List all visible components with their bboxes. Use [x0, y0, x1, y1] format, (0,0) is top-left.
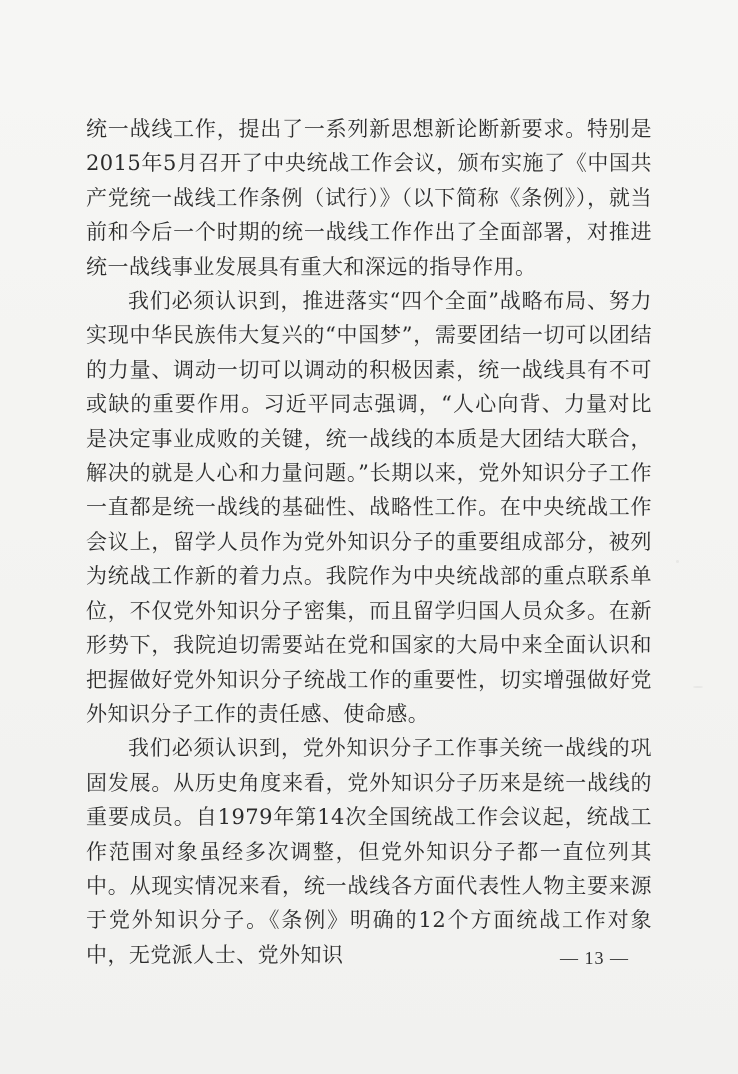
scan-mark: [693, 686, 703, 688]
paragraph-continued: 统一战线工作，提出了一系列新思想新论断新要求。特别是2015年5月召开了中央统战工作会议，颁布实施了《中国共产党统一战线工作条例（试行）》（以下简称《条例》），就当前和今后一个时期的统一战线工作作出了全面部署，对推进统一战线事业发展具有重大和深远的指导作用。: [86, 117, 652, 279]
paragraph: 我们必须认识到，推进落实“四个全面”战略布局、努力实现中华民族伟大复兴的“中国梦”，需要团结一切可以团结的力量、调动一切可以调动的积极因素，统一战线具有不可或缺的重要作用。习近平同志强调，“人心向背、力量对比是决定事业成败的关键，统一战线的本质是大团结大联合，解决的就是人心和力量问题。”长期以来，党外知识分子工作一直都是统一战线的基础性、战略性工作。在中央统战工作会议上，留学人员作为党外知识分子的重要组成部分，被列为统战工作新的着力点。我院作为中央统战部的重点联系单位，不仅党外知识分子密集，而且留学归国人员众多。在新形势下，我院迫切需要站在党和国家的大局中来全面认识和把握做好党外知识分子统战工作的重要性，切实增强做好党外知识分子工作的责任感、使命感。: [86, 289, 652, 726]
page-number: — 13 —: [560, 948, 629, 968]
paragraph: 我们必须认识到，党外知识分子工作事关统一战线的巩固发展。从历史角度来看，党外知识分子历来是统一战线的重要成员。自1979年第14次全国统战工作会议起，统战工作范围对象虽经多次调整，但党外知识分子都一直位列其中。从现实情况来看，统一战线各方面代表性人物主要来源于党外知识分子。《条例》明确的12个方面统战工作对象中，无党派人士、党外知识: [86, 736, 652, 967]
scan-mark: [676, 560, 679, 563]
document-body: [86, 112, 652, 972]
